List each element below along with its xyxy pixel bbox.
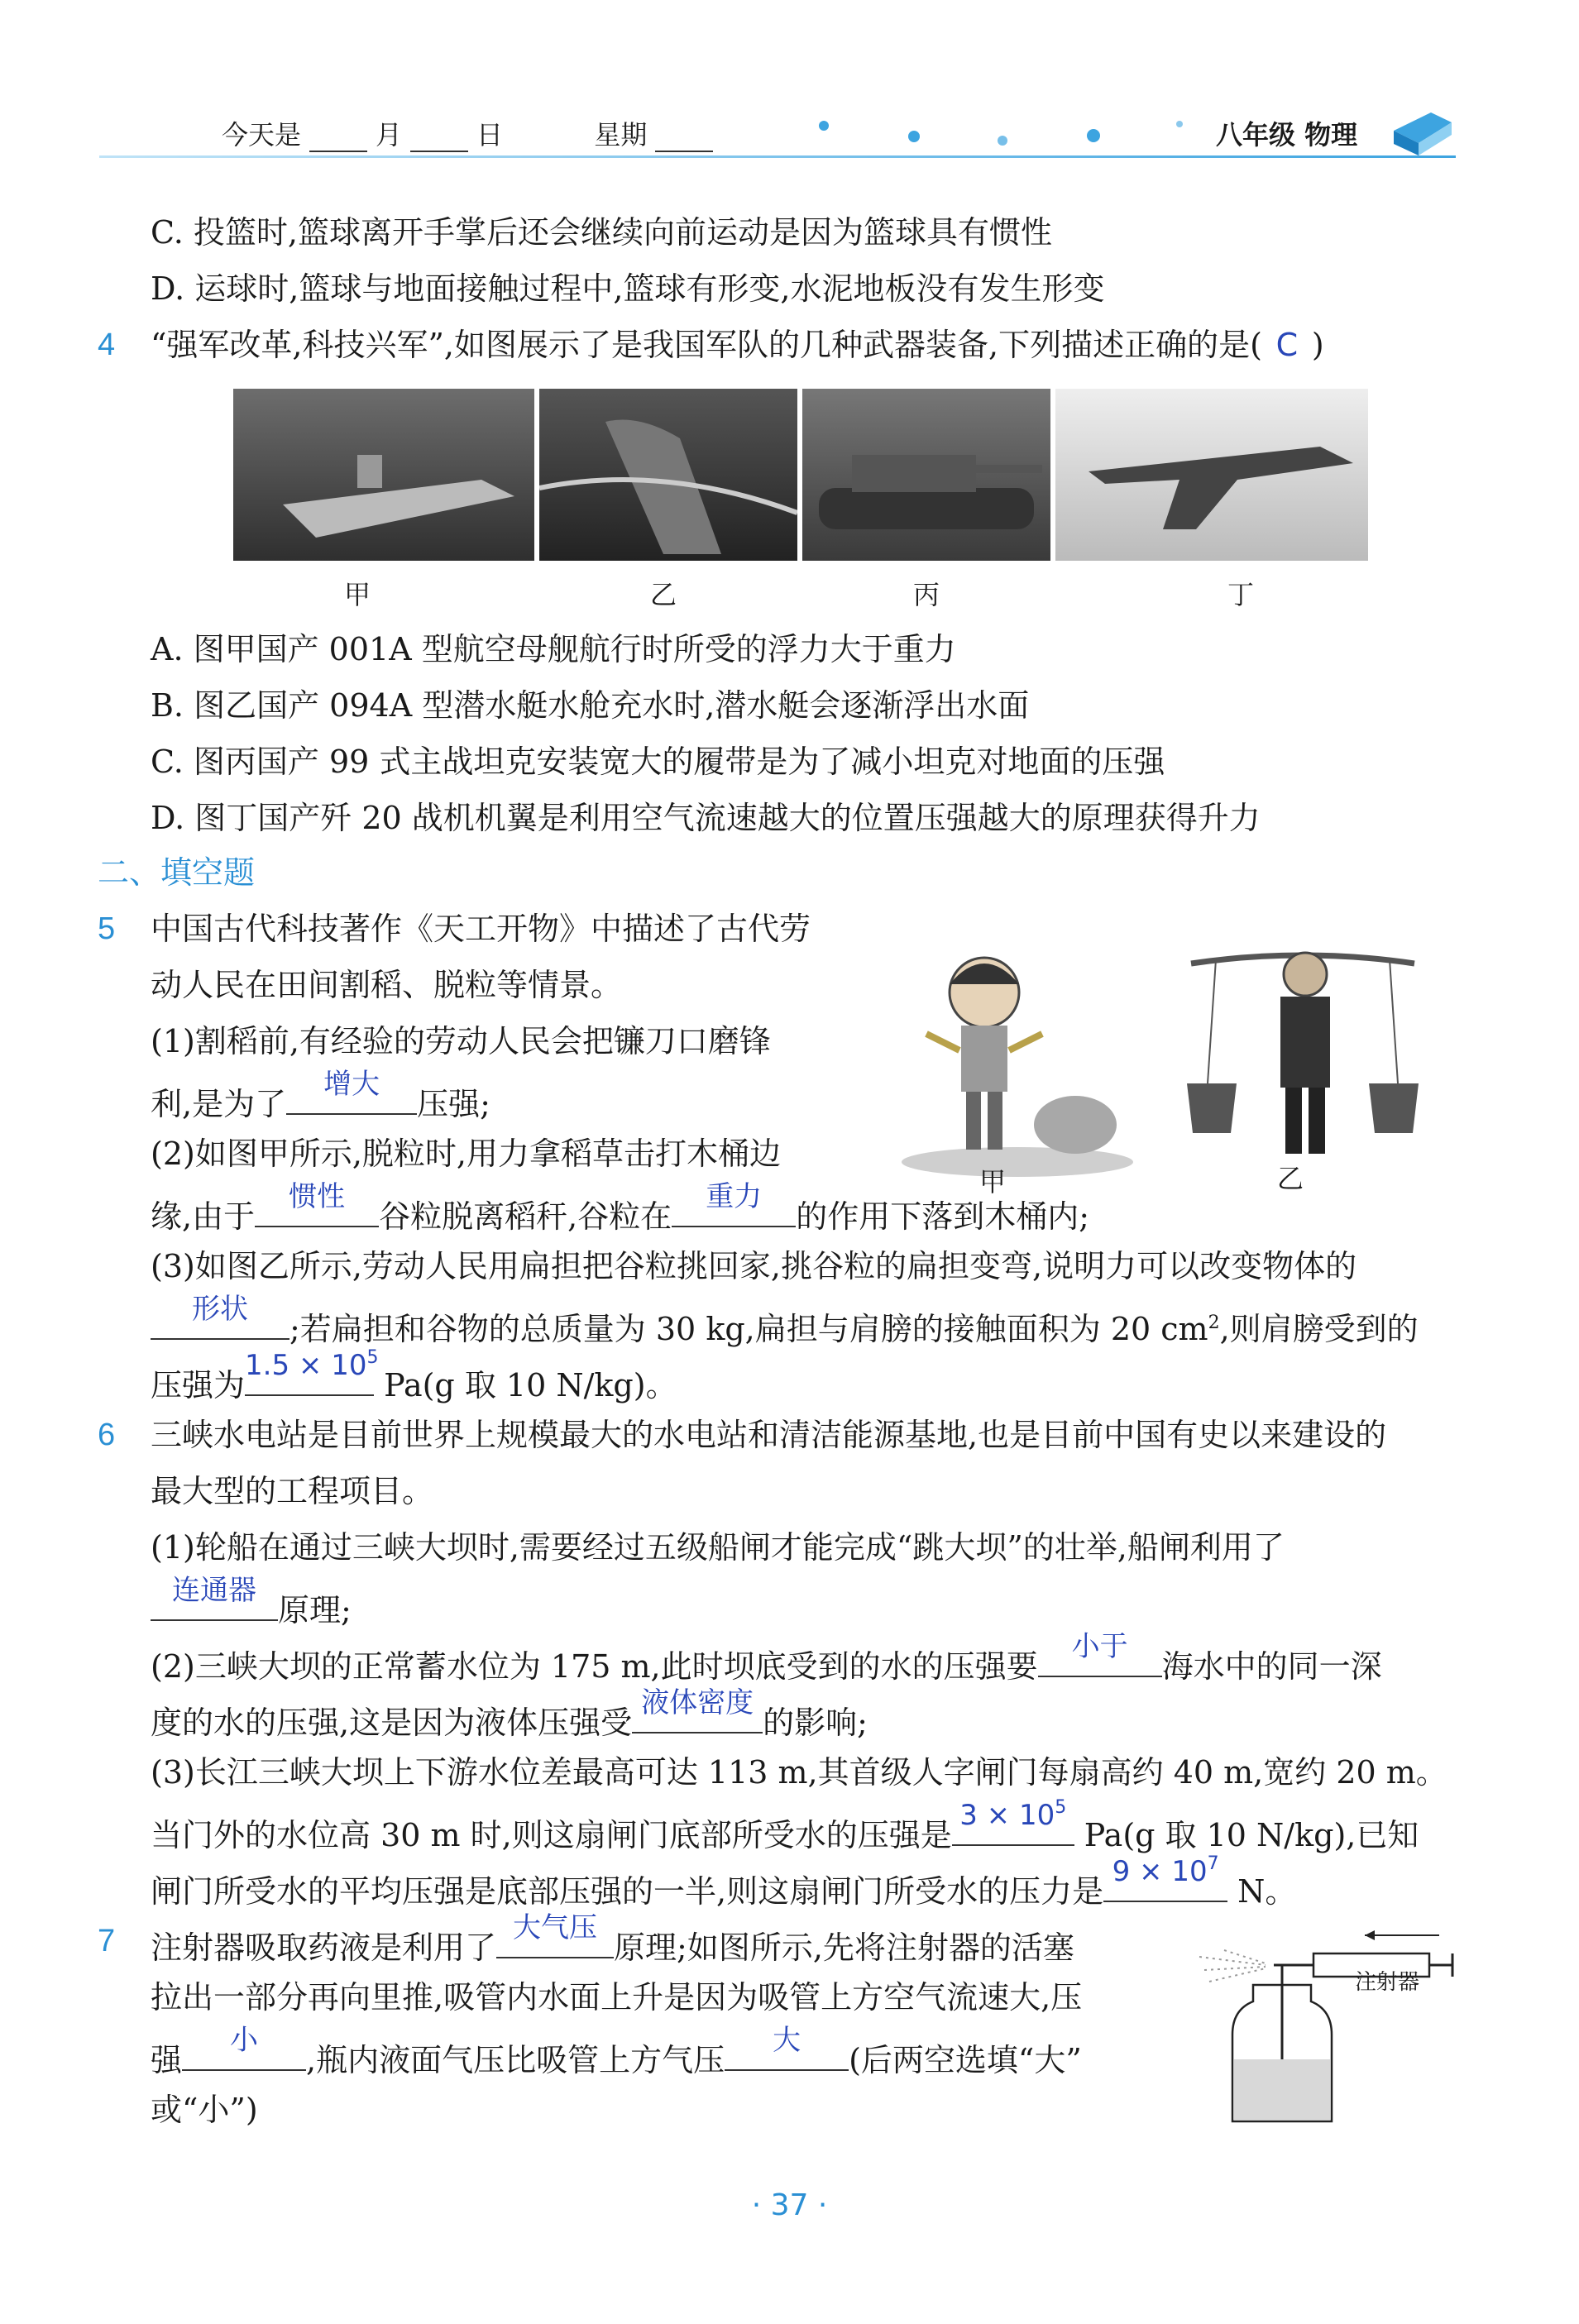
q4-option-c: C. 图丙国产 99 式主战坦克安装宽大的履带是为了减小坦克对地面的压强 — [151, 744, 1165, 780]
q4-option-d: D. 图丁国产歼 20 战机机翼是利用空气流速越大的位置压强越大的原理获得升力 — [151, 800, 1261, 836]
weekday-blank[interactable] — [655, 122, 713, 152]
page-number: · 37 · — [751, 2188, 828, 2222]
q5-line-5: (2)如图甲所示,脱粒时,用力拿稻草击打木桶边 — [151, 1136, 781, 1172]
q4-option-a: A. 图甲国产 001A 型航空母舰航行时所受的浮力大于重力 — [151, 631, 956, 667]
q3-option-c: C. 投篮时,篮球离开手掌后还会继续向前运动是因为篮球具有惯性 — [151, 214, 1052, 251]
q4-answer: C — [1275, 327, 1299, 363]
q4-stem: “强军改革,科技兴军”,如图展示了是我国军队的几种武器装备,下列描述正确的是( C ) — [151, 323, 1324, 367]
q5-answer-1: 增大 — [323, 1068, 380, 1101]
photo-submarine — [539, 389, 797, 561]
q7-blank-3[interactable] — [725, 2024, 849, 2071]
q5-blank-5[interactable] — [245, 1347, 379, 1396]
q6-answer-2: 小于 — [1071, 1630, 1128, 1663]
q6-answer-4: $3 \times 10^5$ — [959, 1797, 1067, 1832]
q7-line-1: 注射器吸取药液是利用了 大气压 原理;如图所示,先将注射器的活塞 — [151, 1919, 1074, 1970]
syringe-label: 注射器 — [1355, 1970, 1420, 1995]
month-blank[interactable] — [309, 122, 367, 152]
q6-line-9: 闸门所受水的平均压强是底部压强的一半,则这扇闸门所受水的压力是 $9 \times 10^7$ N。 — [151, 1863, 1296, 1914]
q5-number: 5 — [98, 911, 116, 946]
caption-ding: 丁 — [1227, 579, 1254, 610]
q5-blank-1[interactable] — [286, 1068, 417, 1115]
q5-answer-5: $1.5 \times 10^5$ — [245, 1347, 379, 1382]
grade-subject: 八年级 物理 — [1216, 119, 1358, 151]
q5-caption-jia: 甲 — [979, 1166, 1006, 1198]
q5-line-6: 缘,由于 惯性 谷粒脱离稻秆,谷粒在 重力 的作用下落到木桶内; — [151, 1188, 1089, 1239]
q5-blank-4[interactable] — [151, 1293, 289, 1340]
q6-line-5: (2)三峡大坝的正常蓄水位为 175 m,此时坝底受到的水的压强要 小于 海水中的同一深 — [151, 1638, 1382, 1689]
date-line: 今天是 月 日 星期 — [222, 114, 721, 152]
q5-caption-yi: 乙 — [1276, 1163, 1304, 1194]
day-blank[interactable] — [410, 122, 468, 152]
photo-fighter-jet — [1055, 389, 1368, 561]
q6-answer-5: $9 \times 10^7$ — [1112, 1853, 1219, 1888]
q5-answer-2: 惯性 — [289, 1180, 346, 1213]
header-rule — [99, 155, 1456, 158]
q6-line-8: 当门外的水位高 30 m 时,则这扇闸门底部所受水的压强是 $3 \times 10^5$ Pa(g 取 10 N/kg),已知 — [151, 1806, 1419, 1858]
q6-answer-3: 液体密度 — [641, 1686, 754, 1719]
q7-blank-1[interactable] — [496, 1911, 614, 1958]
caption-yi: 乙 — [649, 579, 677, 610]
q5-line-9: 压强为 $1.5 \times 10^5$ Pa(g 取 10 N/kg)。 — [151, 1356, 677, 1408]
caption-jia: 甲 — [343, 579, 371, 610]
q7-answer-1: 大气压 — [513, 1911, 598, 1944]
q3-option-d: D. 运球时,篮球与地面接触过程中,篮球有形变,水泥地板没有发生形变 — [151, 270, 1105, 307]
q6-line-2: 最大型的工程项目。 — [151, 1473, 434, 1509]
header-dot — [1176, 121, 1183, 127]
q7-blank-2[interactable] — [182, 2024, 306, 2071]
q6-blank-2[interactable] — [1038, 1630, 1162, 1677]
q7-line-3: 强 小 ,瓶内液面气压比吸管上方气压 大 (后两空选填“大” — [151, 2031, 1082, 2083]
figure-jia-boy-threshing — [893, 926, 1141, 1183]
q5-line-7: (3)如图乙所示,劳动人民用扁担把谷粒挑回家,挑谷粒的扁担变弯,说明力可以改变物体的 — [151, 1248, 1357, 1284]
section-title: 二、填空题 — [98, 854, 256, 891]
q6-line-4: 连通器 原理; — [151, 1581, 352, 1633]
q5-blank-3[interactable] — [672, 1180, 796, 1227]
q6-blank-5[interactable] — [1103, 1853, 1227, 1902]
q6-line-3: (1)轮船在通过三峡大坝时,需要经过五级船闸才能完成“跳大坝”的壮举,船闸利用了 — [151, 1529, 1285, 1566]
header-dot — [998, 136, 1007, 146]
q7-answer-2: 小 — [230, 2024, 259, 2057]
q5-blank-2[interactable] — [255, 1180, 379, 1227]
q6-line-6: 度的水的压强,这是因为液体压强受 液体密度 的影响; — [151, 1694, 868, 1745]
header-dot — [1087, 129, 1100, 142]
figure-syringe-bottle — [1191, 1919, 1464, 2134]
q6-number: 6 — [98, 1418, 116, 1452]
q6-line-1: 三峡水电站是目前世界上规模最大的水电站和清洁能源基地,也是目前中国有史以来建设的 — [151, 1417, 1387, 1453]
q6-blank-4[interactable] — [952, 1797, 1074, 1846]
q7-line-4: 或“小”) — [151, 2092, 258, 2128]
header-dot — [908, 131, 920, 142]
book-logo-icon — [1390, 98, 1456, 164]
q4-number: 4 — [98, 328, 116, 362]
q5-answer-3: 重力 — [706, 1180, 763, 1213]
q7-answer-3: 大 — [773, 2024, 801, 2057]
photo-tank — [802, 389, 1050, 561]
photo-aircraft-carrier — [233, 389, 534, 561]
figure-yi-carrying-pole — [1183, 918, 1423, 1166]
q5-line-4: 利,是为了 增大 压强; — [151, 1075, 490, 1126]
q7-line-2: 拉出一部分再向里推,吸管内水面上升是因为吸管上方空气流速大,压 — [151, 1979, 1083, 2016]
q5-line-2: 动人民在田间割稻、脱粒等情景。 — [151, 967, 623, 1003]
caption-bing: 丙 — [912, 579, 940, 610]
q6-blank-3[interactable] — [632, 1686, 763, 1733]
q7-number: 7 — [98, 1924, 116, 1958]
q5-line-3: (1)割稻前,有经验的劳动人民会把镰刀口磨锋 — [151, 1023, 771, 1059]
q5-line-8: 形状 ;若扁担和谷物的总质量为 30 kg,扁担与肩膀的接触面积为 20 $cm^2$,则肩膀受到的 — [151, 1300, 1419, 1351]
q4-option-b: B. 图乙国产 094A 型潜水艇水舱充水时,潜水艇会逐渐浮出水面 — [151, 687, 1030, 724]
q5-answer-4: 形状 — [192, 1293, 248, 1326]
q5-line-1: 中国古代科技著作《天工开物》中描述了古代劳 — [151, 911, 811, 947]
q6-answer-1: 连通器 — [172, 1574, 256, 1607]
header-dot — [819, 121, 829, 131]
q6-line-7: (3)长江三峡大坝上下游水位差最高可达 113 m,其首级人字闸门每扇高约 40 m,宽约 20 m。 — [151, 1754, 1447, 1791]
